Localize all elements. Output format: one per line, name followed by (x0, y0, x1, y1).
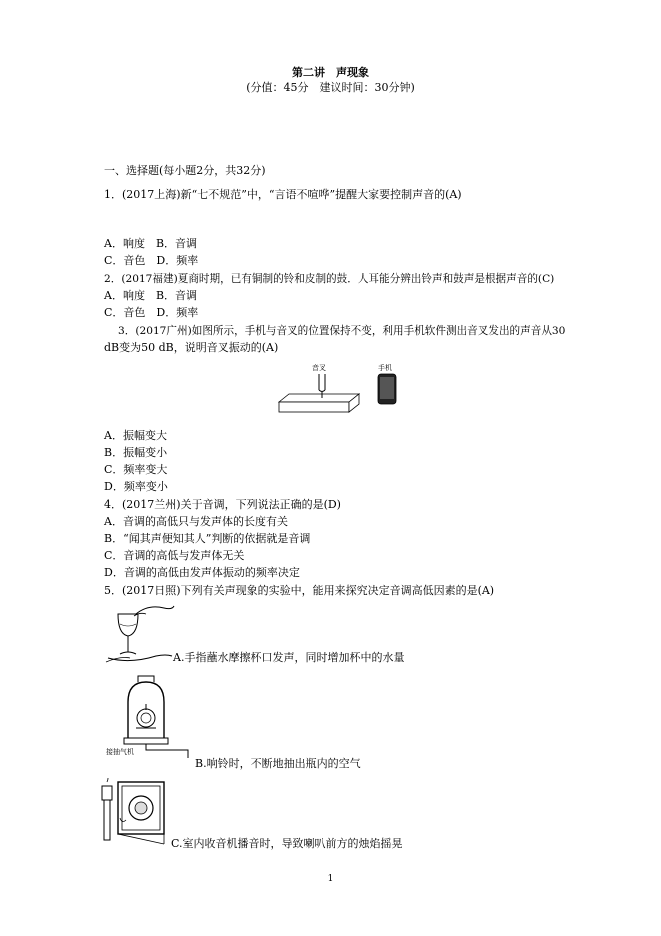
radio-candle-figure (100, 778, 172, 850)
question-3-stem-line1: 3．(2017广州)如图所示，手机与音叉的位置保持不变，利用手机软件测出音叉发出的声音从30 (118, 325, 566, 337)
question-1-stem: 1．(2017上海)新“七不规范”中，“言语不喧哗”提醒大家要控制声音的(A) (104, 188, 462, 201)
question-5-stem: 5．(2017日照)下列有关声现象的实验中，能用来探究决定音调高低因素的是(A) (104, 584, 495, 597)
question-4-option-d: D．音调的高低由发声体振动的频率决定 (104, 566, 300, 579)
question-2-option-ab: A．响度 B．音调 (104, 289, 198, 302)
question-4-stem: 4．(2017兰州)关于音调，下列说法正确的是(D) (104, 498, 341, 511)
question-3-option-d: D．频率变小 (104, 480, 168, 493)
question-4-option-a: A．音调的高低只与发声体的长度有关 (104, 515, 288, 528)
page-subtitle: (分值：45分 建议时间：30分钟) (246, 81, 415, 94)
question-4-option-b: B．“闻其声便知其人”判断的依据就是音调 (104, 532, 311, 545)
question-1-option-ab: A．响度 B．音调 (104, 237, 198, 250)
tuning-fork-phone-figure (275, 360, 415, 422)
section-heading: 一、选择题(每小题2分，共32分) (104, 164, 266, 177)
question-2-stem: 2．(2017福建)夏商时期，已有铜制的铃和皮制的鼓．人耳能分辨出铃声和鼓声是根据声音的(C) (104, 273, 555, 285)
page-title: 第二讲 声现象 (292, 66, 369, 79)
question-3-option-b: B．振幅变小 (104, 446, 168, 459)
question-2-option-cd: C．音色 D．频率 (104, 306, 199, 319)
question-3-option-a: A．振幅变大 (104, 429, 167, 442)
figure-label-phone: 手机 (378, 364, 392, 372)
figure-label-pump: 接抽气机 (106, 748, 134, 756)
wine-glass-figure (100, 600, 176, 666)
question-5-option-b: B.响铃时，不断地抽出瓶内的空气 (195, 757, 361, 770)
question-5-option-a: A.手指蘸水摩擦杯口发声，同时增加杯中的水量 (173, 651, 405, 664)
question-1-option-cd: C．音色 D．频率 (104, 254, 199, 267)
page-number: 1 (327, 874, 334, 884)
figure-label-fork: 音叉 (312, 364, 326, 372)
question-4-option-c: C．音调的高低与发声体无关 (104, 549, 245, 562)
question-5-option-c: C.室内收音机播音时，导致喇叭前方的烛焰摇晃 (171, 837, 403, 850)
question-3-stem-line2: dB变为50 dB，说明音叉振动的(A) (104, 341, 279, 354)
question-3-option-c: C．频率变大 (104, 463, 168, 476)
